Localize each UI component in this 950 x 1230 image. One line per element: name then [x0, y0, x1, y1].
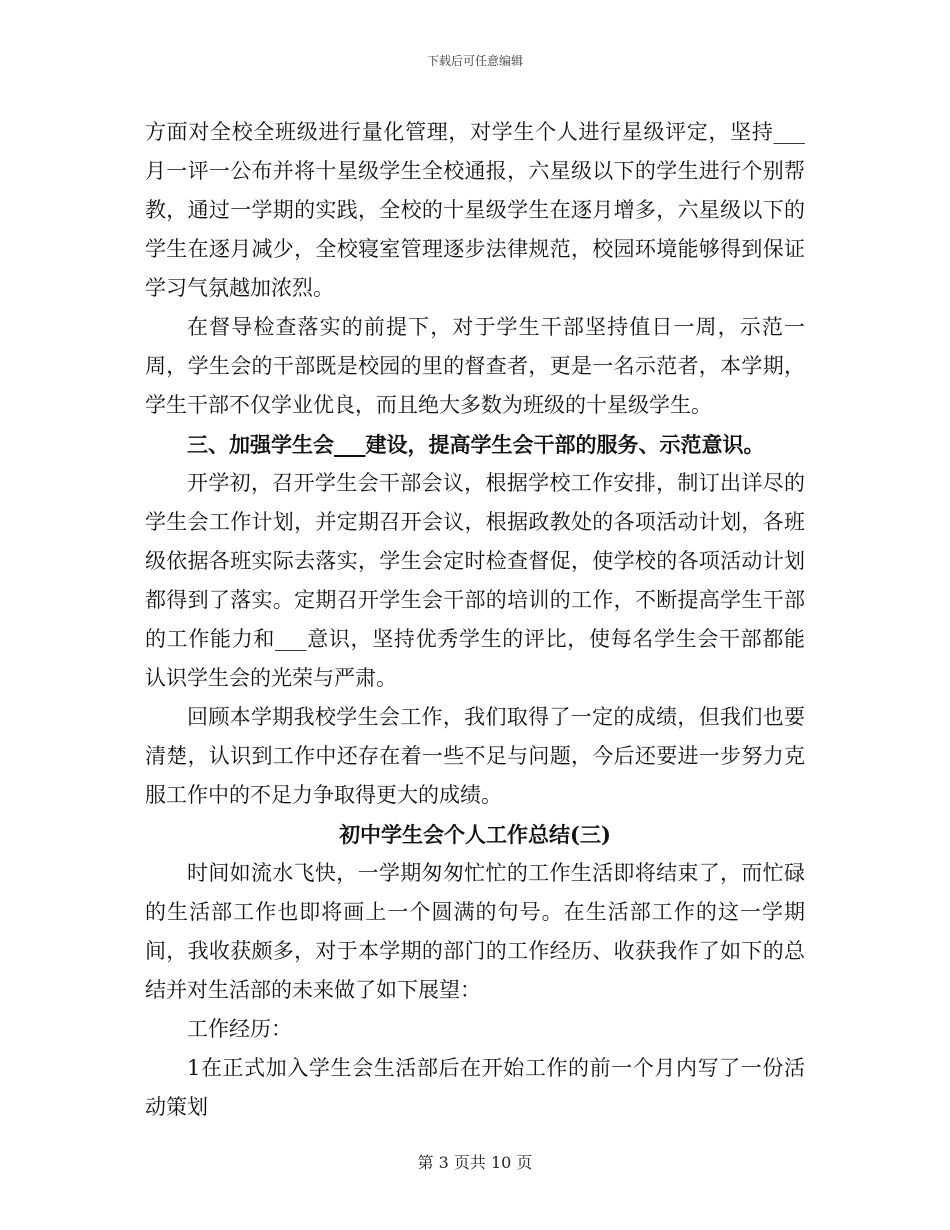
- paragraph-6: 工作经历：: [187, 1017, 292, 1041]
- paragraph-1: 方面对全校全班级进行量化管理，对学生个人进行星级评定，坚持___月一评一公布并将十星级学生全校通报，六星级以下的学生进行个别帮教，通过一学期的实践，全校的十星级学生在逐月增多，六星级以下的学生在逐月减少，全校寝室管理逐步法律规范，校园环境能够得到保证学习气氛越加浓烈。: [145, 120, 805, 300]
- paragraph-4: 回顾本学期我校学生会工作，我们取得了一定的成绩，但我们也要清楚，认识到工作中还存在着一些不足与问题，今后还要进一步努力克服工作中的不足力争取得更大的成绩。: [145, 705, 805, 807]
- section-title: 初中学生会个人工作总结(三): [339, 822, 611, 847]
- page-header: 下载后可任意编辑: [426, 54, 523, 68]
- paragraph-5: 时间如流水飞快，一学期匆匆忙忙的工作生活即将结束了，而忙碌的生活部工作也即将画上一个圆满的句号。在生活部工作的这一学期间，我收获颇多，对于本学期的部门的工作经历、收获我作了如下的总结并对生活部的未来做了如下展望：: [145, 861, 805, 1002]
- paragraph-7: 1在正式加入学生会生活部后在开始工作的前一个月内写了一份活动策划: [145, 1056, 805, 1119]
- section-heading-3: 三、加强学生会___建设，提高学生会干部的服务、示范意识。: [187, 432, 765, 457]
- document-body: [145, 113, 805, 1127]
- page-footer: 第 3 页共 10 页: [417, 1153, 533, 1172]
- paragraph-2: 在督导检查落实的前提下，对于学生干部坚持值日一周，示范一周，学生会的干部既是校园的里的督查者，更是一名示范者，本学期，学生干部不仅学业优良，而且绝大多数为班级的十星级学生。: [145, 315, 805, 417]
- paragraph-3: 开学初，召开学生会干部会议，根据学校工作安排，制订出详尽的学生会工作计划，并定期召开会议，根据政教处的各项活动计划，各班级依据各班实际去落实，学生会定时检查督促，使学校的各项活动计划都得到了落实。定期召开学生会干部的培训的工作，不断提高学生干部的工作能力和___意识，坚持优秀学生的评比，使每名学生会干部都能认识学生会的光荣与严肃。: [145, 471, 805, 690]
